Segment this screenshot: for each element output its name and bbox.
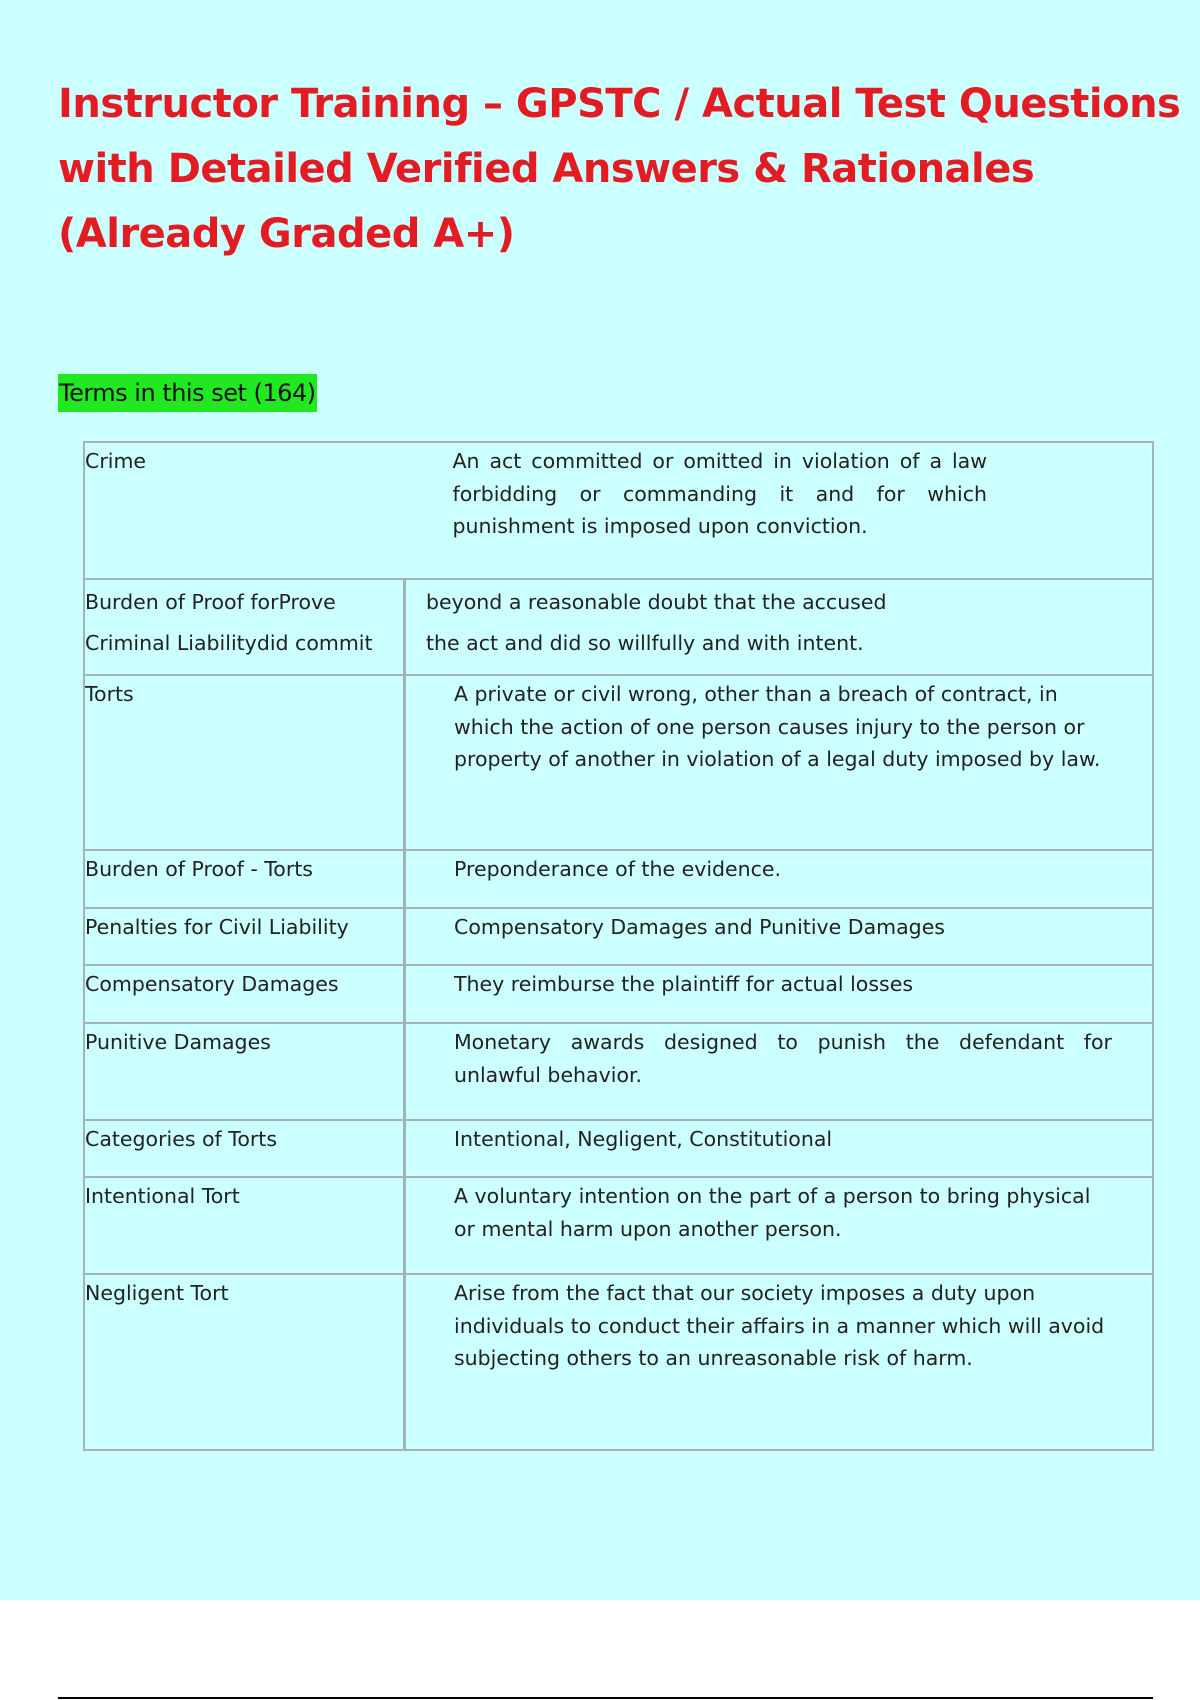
definition-cell: They reimburse the plaintiff for actual losses	[405, 965, 1154, 1023]
term-cell: Crime	[84, 442, 405, 579]
term-cell: Torts	[84, 675, 405, 850]
title-line: with Detailed Verified Answers & Rationales	[58, 146, 1035, 192]
term-cell: Compensatory Damages	[84, 965, 405, 1023]
term-cell: Punitive Damages	[84, 1023, 405, 1120]
title-line: (Already Graded A+)	[58, 211, 515, 257]
term-cell: Penalties for Civil Liability	[84, 908, 405, 965]
table-row	[84, 850, 1153, 908]
table-row	[84, 1023, 1153, 1120]
table-row	[84, 1120, 1153, 1177]
definition-line: the act and did so willfully and with intent.	[426, 630, 864, 655]
table-row	[84, 579, 1153, 675]
table-row	[84, 908, 1153, 965]
table-row	[84, 442, 1153, 579]
terms-table	[83, 441, 1154, 1451]
table-row	[84, 675, 1153, 850]
term-cell: Negligent Tort	[84, 1274, 405, 1450]
definition-cell: A private or civil wrong, other than a breach of contract, in which the action of one person causes injury to the person or property of another in violation of a legal duty imposed by law.	[405, 675, 1154, 850]
term-cell: Intentional Tort	[84, 1177, 405, 1274]
definition-cell: A voluntary intention on the part of a person to bring physical or mental harm upon another person.	[405, 1177, 1154, 1274]
table-row	[84, 965, 1153, 1023]
term-line: Burden of Proof forProve	[85, 590, 336, 614]
definition-cell	[405, 579, 1154, 675]
term-cell	[84, 579, 405, 675]
definition-cell: An act committed or omitted in violation of a law forbidding or commanding it and for which punishment is imposed upon conviction.	[405, 442, 1154, 579]
definition-cell: Preponderance of the evidence.	[405, 850, 1154, 908]
definition-line: beyond a reasonable doubt that the accused	[426, 590, 887, 614]
title-line: Instructor Training – GPSTC / Actual Test Questions	[58, 81, 1181, 127]
term-cell: Burden of Proof - Torts	[84, 850, 405, 908]
table-row	[84, 1177, 1153, 1274]
definition-cell: Monetary awards designed to punish the defendant for unlawful behavior.	[405, 1023, 1154, 1120]
document-title	[58, 72, 1181, 267]
table-row	[84, 1274, 1153, 1450]
term-cell: Categories of Torts	[84, 1120, 405, 1177]
definition-cell: Compensatory Damages and Punitive Damages	[405, 908, 1154, 965]
terms-count-label: Terms in this set (164)	[58, 374, 317, 412]
footer-divider	[58, 1697, 1153, 1699]
definition-cell: Intentional, Negligent, Constitutional	[405, 1120, 1154, 1177]
term-line: Criminal Liabilitydid commit	[85, 630, 373, 655]
definition-cell: Arise from the fact that our society imposes a duty upon individuals to conduct their affairs in a manner which will avoid subjecting others to an unreasonable risk of harm.	[405, 1274, 1154, 1450]
